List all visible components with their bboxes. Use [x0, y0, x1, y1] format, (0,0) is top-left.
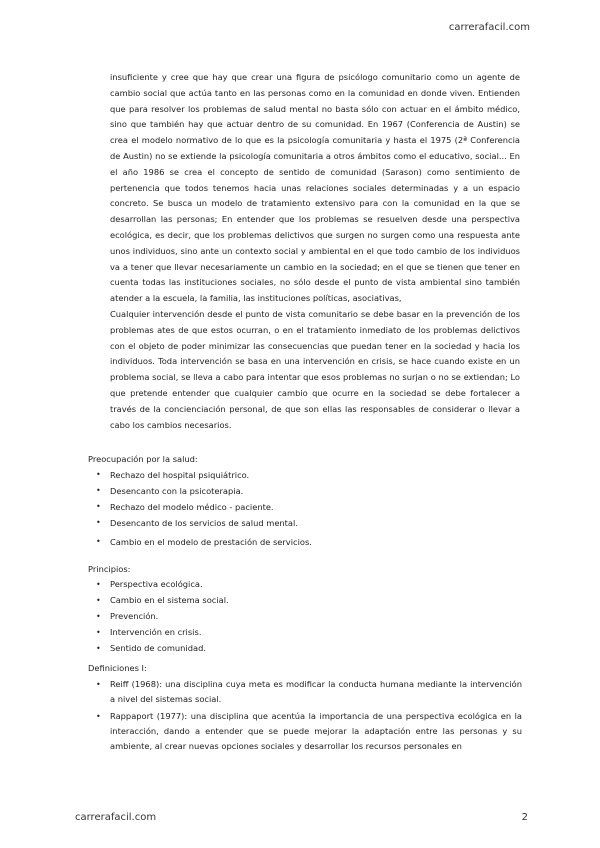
list-item — [88, 609, 522, 624]
section-heading-salud: Preocupación por la salud: — [88, 454, 198, 464]
list-item-text: Desencanto con la psicoterapia. — [110, 486, 244, 496]
list-principios — [88, 577, 522, 656]
list-item — [88, 516, 522, 530]
list-item-text: Prevención. — [110, 611, 159, 621]
section-heading-definiciones: Definiciones I: — [88, 663, 147, 673]
section-definiciones — [88, 662, 522, 754]
bullet-icon: • — [96, 580, 101, 589]
list-salud — [88, 468, 522, 549]
bullet-icon: • — [96, 502, 101, 511]
list-item-text: Cambio en el sistema social. — [110, 595, 229, 605]
bullet-icon: • — [96, 596, 101, 605]
list-item-text: Perspectiva ecológica. — [110, 579, 203, 589]
footer-site-name: carrerafacil.com — [75, 812, 157, 823]
list-item — [88, 577, 522, 592]
body-text — [110, 70, 520, 433]
list-item — [88, 709, 522, 754]
bullet-icon: • — [96, 612, 101, 621]
list-item-text: Rechazo del hospital psiquiátrico. — [110, 470, 250, 480]
list-item — [88, 641, 522, 656]
list-item-text: Intervención en crisis. — [110, 627, 202, 637]
list-item — [88, 593, 522, 608]
list-item — [88, 625, 522, 640]
bullet-icon: • — [96, 712, 101, 721]
list-item — [88, 535, 522, 549]
list-item-text: Rechazo del modelo médico - paciente. — [110, 502, 274, 512]
list-item-text: Sentido de comunidad. — [110, 643, 206, 653]
bullet-icon: • — [96, 680, 101, 689]
bullet-icon: • — [96, 470, 101, 479]
list-item-text: Desencanto de los servicios de salud mental. — [110, 518, 298, 528]
section-principios — [88, 563, 522, 656]
list-item — [88, 500, 522, 514]
list-item-text: Rappaport (1977): una disciplina que acentúa la importancia de una perspectiva ecológica en la interacción, dando a entender que se puede mejorar la adaptación entre las personas y su ambiente, al crear nuevas opciones sociales y desarrollar los recursos personales en — [110, 711, 522, 751]
bullet-icon: • — [96, 486, 101, 495]
list-item-text: Cambio en el modelo de prestación de servicios. — [110, 537, 312, 547]
page-number: 2 — [521, 812, 528, 823]
paragraph-2: Cualquier intervención desde el punto de vista comunitario se debe basar en la prevención de los problemas ates de que estos ocurran, o en el tratamiento inmediato de los problemas delictivos con el objeto de poder minimizar las consecuencias que puedan tener en la sociedad y hacia los individuos. Toda intervención se basa en una intervención en crisis, se hace cuando existe en un problema social, se lleva a cabo para intentar que esos problemas no surjan o no se extiendan; Lo que pretende entender que cualquier cambio que ocurre en la sociedad se debe fortalecer a través de la concienciación personal, de que son ellas las responsables de considerar o llevar a cabo los cambios necesarios. — [110, 308, 520, 430]
list-definiciones — [88, 677, 522, 754]
bullet-icon: • — [96, 628, 101, 637]
list-item — [88, 677, 522, 707]
bullet-icon: • — [96, 644, 101, 653]
list-item — [88, 468, 522, 482]
header-site-name: carrerafacil.com — [448, 22, 530, 33]
paragraph-1: insuficiente y cree que hay que crear una figura de psicólogo comunitario como un agente de cambio social que actúa tanto en las personas como en la comunidad en donde viven. Entienden que para resolver los problemas de salud mental no basta sólo con actuar en el ámbito médico, sino que también hay que actuar dentro de su comunidad. En 1967 (Conferencia de Austin) se crea el modelo normativo de lo que es la psicología comunitaria y hasta el 1975 (2ª Conferencia de Austin) no se extiende la psicología comunitaria a otros ámbitos como el educativo, social... En el año 1986 se crea el concepto de sentido de comunidad (Sarason) como sentimiento de pertenencia que todos tenemos hacia unas relaciones sociales determinadas y a un espacio concreto. Se busca un modelo de tratamiento extensivo para con la comunidad en la que se desarrollan las personas; En entender que los problemas se resuelven desde una perspectiva ecológica, es decir, que los problemas delictivos que surgen no surgen como una respuesta ante unos individuos, sino ante un contexto social y ambiental en el que todo cambio de los individuos va a tener que llevar necesariamente un cambio en la sociedad; en el que se tienen que tener en cuenta todas las instituciones sociales, no sólo desde el punto de vista ambiental sino también atender a la escuela, la familia, las instituciones políticas, asociativas, — [110, 72, 520, 304]
section-heading-principios: Principios: — [88, 564, 131, 574]
bullet-icon: • — [96, 518, 101, 527]
bullet-icon: • — [96, 537, 101, 546]
list-item-text: Reiff (1968): una disciplina cuya meta es modificar la conducta humana mediante la intervención a nivel del sistemas social. — [110, 679, 522, 704]
section-preocupacion-salud — [88, 453, 522, 549]
list-item — [88, 484, 522, 498]
